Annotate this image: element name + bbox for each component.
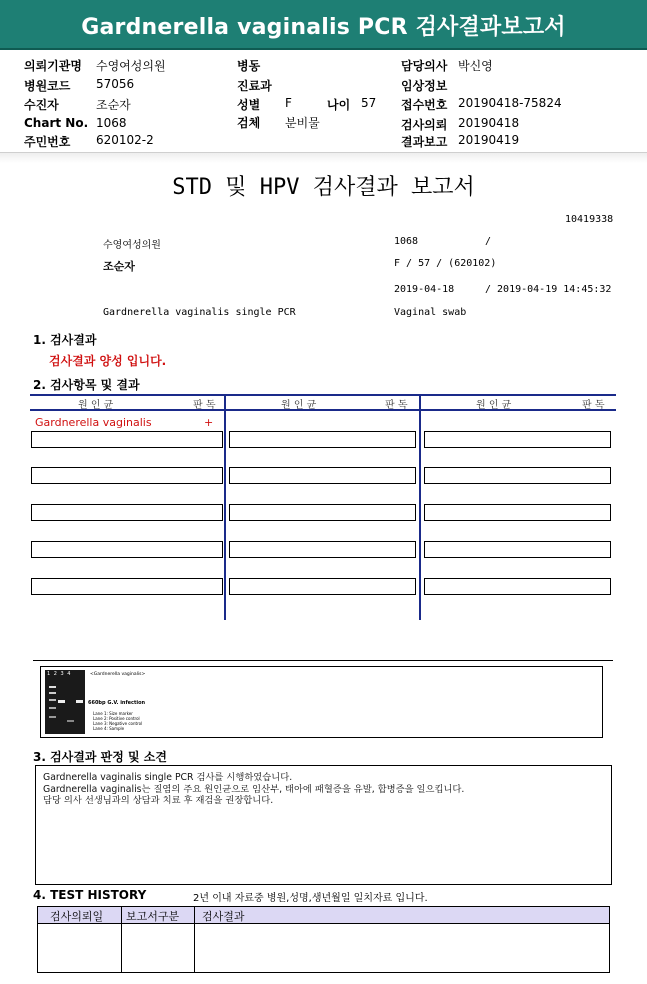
table-top-line: [30, 394, 616, 396]
column-divider-1: [224, 394, 226, 620]
comment-line-1: Gardnerella vaginalis single PCR 검사를 시행하였습니다.: [43, 772, 293, 783]
gel-caption: <Gardnerella vaginalis>: [90, 672, 146, 677]
report-datetime: / 2019-04-19 14:45:32: [485, 284, 612, 295]
result-cell: [31, 467, 223, 484]
institution-value: 수영여성의원: [96, 59, 166, 73]
hospital-code-label: 병원코드: [24, 79, 71, 93]
gel-band: [49, 686, 56, 688]
chart-number: 1068: [394, 236, 419, 247]
sex-value: F: [285, 96, 292, 110]
section4-title: 4. TEST HISTORY: [33, 888, 147, 902]
chart-separator: /: [485, 236, 492, 247]
result-cell: [424, 467, 611, 484]
col-verdict-3: 판 독: [582, 400, 605, 411]
result-summary: 검사결과 양성 입니다.: [49, 354, 167, 368]
doctor-label: 담당의사: [401, 59, 448, 73]
result-cell: [424, 541, 611, 558]
col-organism-3: 원 인 균: [476, 400, 512, 411]
gel-band: [49, 692, 56, 694]
specimen-type: Vaginal swab: [394, 307, 467, 318]
history-table: [37, 906, 610, 973]
result-cell: [31, 431, 223, 448]
gel-band: [58, 700, 65, 703]
patient-name: 조순자: [103, 260, 135, 273]
gel-image: [45, 670, 85, 734]
examinee-value: 조순자: [96, 98, 131, 112]
section2-title: 2. 검사항목 및 결과: [33, 378, 140, 392]
gel-band: [76, 700, 83, 703]
hospital-code-value: 57056: [96, 77, 135, 91]
section3-title: 3. 검사결과 판정 및 소견: [33, 750, 167, 764]
organism-name: Gardnerella vaginalis: [35, 416, 152, 429]
history-note: 2년 이내 자료중 병원,성명,생년월일 일치자료 입니다.: [193, 893, 428, 904]
comment-box: [35, 765, 612, 885]
result-cell: [229, 467, 416, 484]
col-verdict-2: 판 독: [385, 400, 408, 411]
ward-label: 병동: [237, 59, 261, 73]
gel-band: [49, 716, 56, 718]
receipt-no-value: 20190418-75824: [458, 96, 562, 110]
result-cell: [424, 578, 611, 595]
col-organism-1: 원 인 균: [78, 400, 114, 411]
sex-age-birth: F / 57 / (620102): [394, 258, 497, 269]
gel-legend-2: Lane 2: Positive control: [93, 716, 140, 721]
gel-band: [49, 707, 56, 709]
specimen-label: 검체: [237, 116, 261, 130]
gel-legend-4: Lane 4: Sample: [93, 726, 125, 731]
result-cell: [31, 504, 223, 521]
clinic-name: 수영여성의원: [103, 240, 161, 251]
history-col-request-date: 검사의뢰일: [50, 910, 104, 923]
result-cell: [229, 578, 416, 595]
gel-band: [67, 720, 74, 722]
resident-no-label: 주민번호: [24, 135, 71, 149]
gel-band-label: 660bp G.V. infection: [88, 700, 146, 706]
gel-separator: [33, 660, 613, 661]
organism-verdict: +: [204, 416, 214, 429]
result-cell: [229, 431, 416, 448]
gel-legend-3: Lane 3: Negative control: [93, 721, 143, 726]
comment-line-2: Gardnerella vaginalis는 질염의 주요 원인균으로 임산부, 태아에 패혈증을 유발, 합병증을 일으킵니다.: [43, 784, 465, 795]
col-organism-2: 원 인 균: [281, 400, 317, 411]
gel-band: [49, 699, 56, 701]
col-verdict-1: 판 독: [193, 400, 216, 411]
request-date-label: 검사의뢰: [401, 118, 448, 132]
result-cell: [229, 504, 416, 521]
chart-no-value: 1068: [96, 116, 127, 130]
doc-number: 10419338: [565, 214, 614, 225]
result-cell: [31, 578, 223, 595]
doctor-value: 박신영: [458, 59, 493, 73]
examinee-label: 수진자: [24, 98, 59, 112]
age-value: 57: [361, 96, 377, 110]
report-date-value: 20190419: [458, 133, 520, 147]
table-header-line: [30, 409, 616, 411]
sex-label: 성별: [237, 98, 261, 112]
history-col-report-type: 보고서구분: [126, 910, 180, 923]
result-cell: [424, 431, 611, 448]
result-cell: [229, 541, 416, 558]
request-date-value: 20190418: [458, 116, 520, 130]
result-cell: [424, 504, 611, 521]
collect-date: 2019-04-18: [394, 284, 455, 295]
result-cell: [31, 541, 223, 558]
gel-legend-1: Lane 1: Size marker: [93, 711, 133, 716]
clinical-info-label: 임상정보: [401, 79, 448, 93]
receipt-no-label: 접수번호: [401, 98, 448, 112]
report-date-label: 결과보고: [401, 135, 448, 149]
institution-label: 의뢰기관명: [24, 59, 82, 73]
column-divider-2: [419, 394, 421, 620]
age-label: 나이: [327, 98, 351, 112]
gel-lane-numbers: 1 2 3 4: [47, 671, 72, 677]
history-col-divider: [194, 906, 195, 973]
department-label: 진료과: [237, 79, 272, 93]
history-col-result: 검사결과: [202, 910, 245, 923]
header-shadow: [0, 153, 647, 163]
comment-line-3: 담당 의사 선생님과의 상담과 치료 후 재검을 권장합니다.: [43, 795, 274, 806]
resident-no-value: 620102-2: [96, 133, 154, 147]
report-title: Gardnerella vaginalis PCR 검사결과보고서: [81, 15, 566, 40]
document-title: STD 및 HPV 검사결과 보고서: [172, 175, 475, 200]
section1-title: 1. 검사결과: [33, 333, 97, 347]
chart-no-label: Chart No.: [24, 116, 89, 130]
test-name: Gardnerella vaginalis single PCR: [103, 307, 296, 318]
history-col-divider: [121, 906, 122, 973]
history-header-line: [37, 923, 610, 924]
specimen-value: 분비물: [285, 116, 320, 130]
